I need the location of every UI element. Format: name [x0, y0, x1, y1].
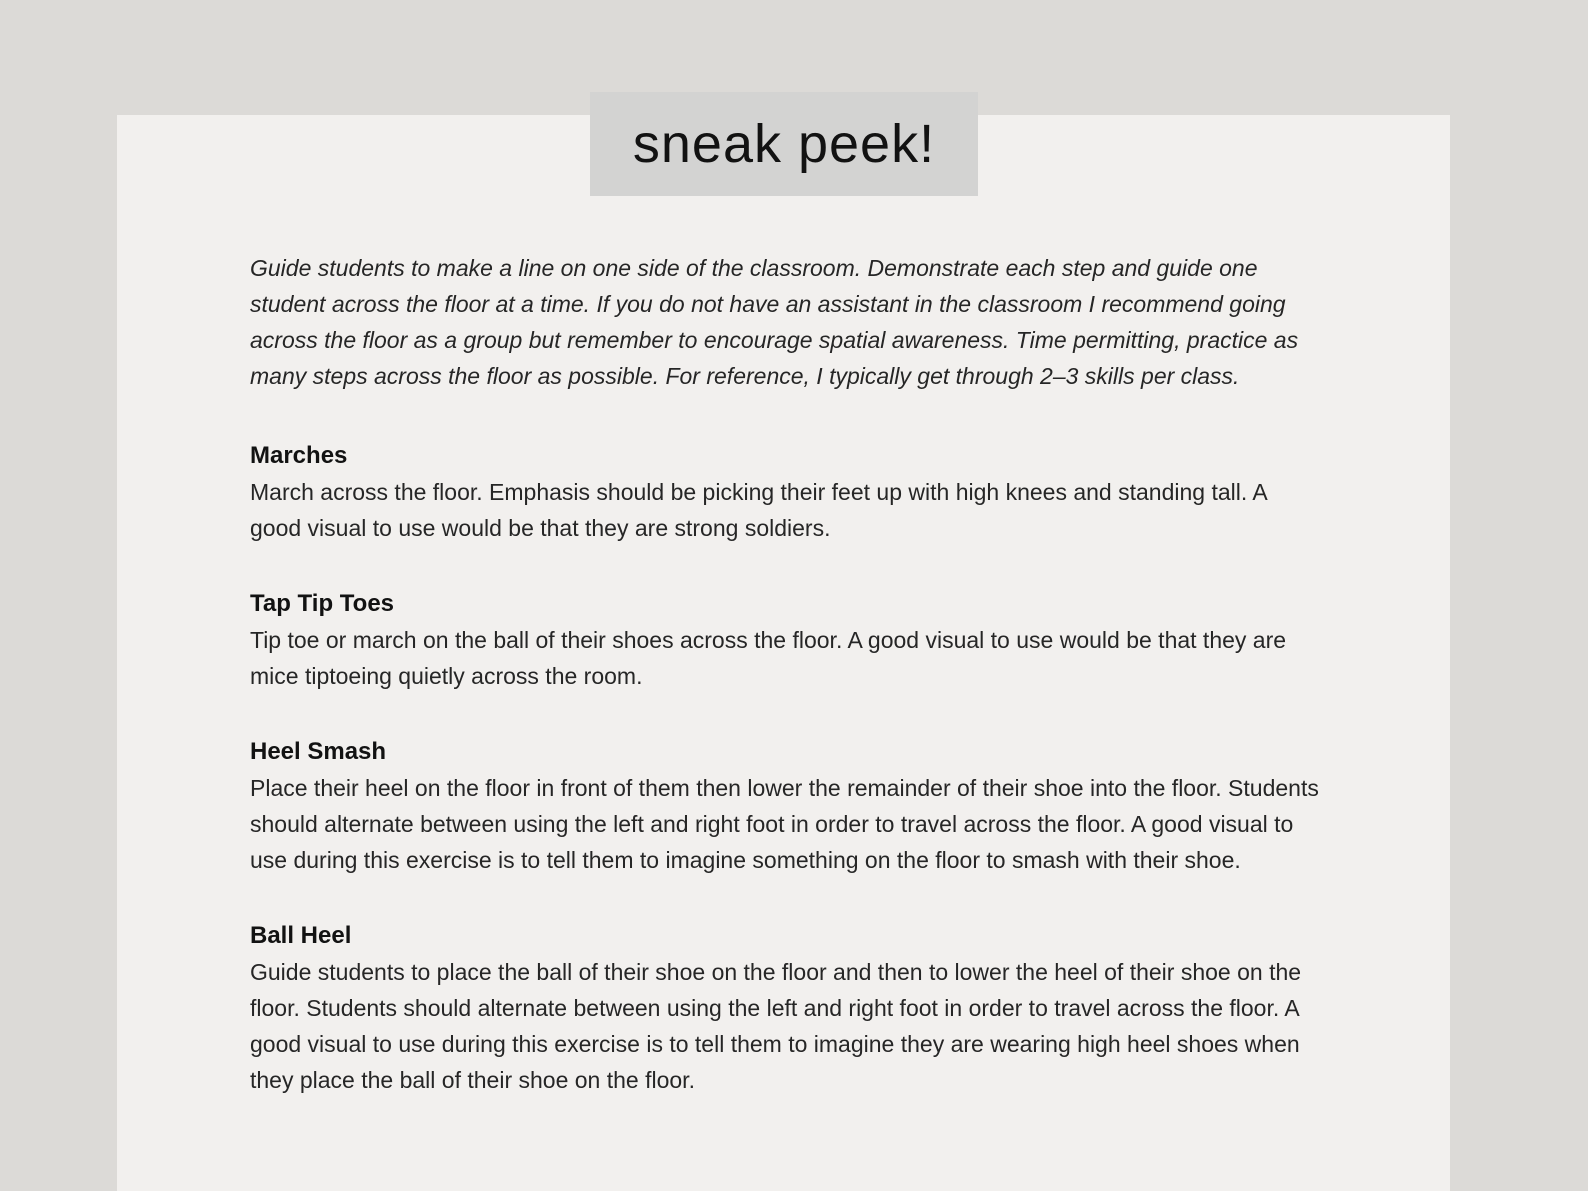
section-body: Guide students to place the ball of their shoe on the floor and then to lower the heel of their shoe on the floor. Students should alternate between using the left and right foot in order to travel across the floor. A good visual to use during this exercise is to tell them to imagine they are wearing high heel shoes when they place the ball of their shoe on the floor.: [250, 959, 1302, 1093]
document-content: [250, 250, 1320, 1138]
section-body: March across the floor. Emphasis should be picking their feet up with high knees and standing tall. A good visual to use would be that they are strong soldiers.: [250, 479, 1267, 541]
section-body: Place their heel on the floor in front of them then lower the remainder of their shoe into the floor. Students should alternate between using the left and right foot in order to travel across the floor. A good visual to use during this exercise is to tell them to imagine something on the floor to smash with their shoe.: [250, 775, 1319, 873]
intro-paragraph: Guide students to make a line on one side of the classroom. Demonstrate each step and guide one student across the floor at a time. If you do not have an assistant in the classroom I recommend going across the floor as a group but remember to encourage spatial awareness. Time permitting, practice as many steps across the floor as possible. For reference, I typically get through 2–3 skills per class.: [250, 255, 1299, 389]
section-heading: Ball Heel: [250, 922, 352, 949]
section-heading: Tap Tip Toes: [250, 590, 395, 617]
section-marches: [250, 438, 1320, 546]
section-heading: Heel Smash: [250, 738, 387, 765]
section-ball-heel: [250, 918, 1320, 1098]
section-body: Tip toe or march on the ball of their shoes across the floor. A good visual to use would be that they are mice tiptoeing quietly across the room.: [250, 627, 1287, 689]
section-tap-tip-toes: [250, 586, 1320, 694]
section-heading: Marches: [250, 442, 348, 469]
title-badge: [590, 92, 978, 196]
page-title: sneak peek!: [632, 114, 936, 174]
section-heel-smash: [250, 734, 1320, 878]
